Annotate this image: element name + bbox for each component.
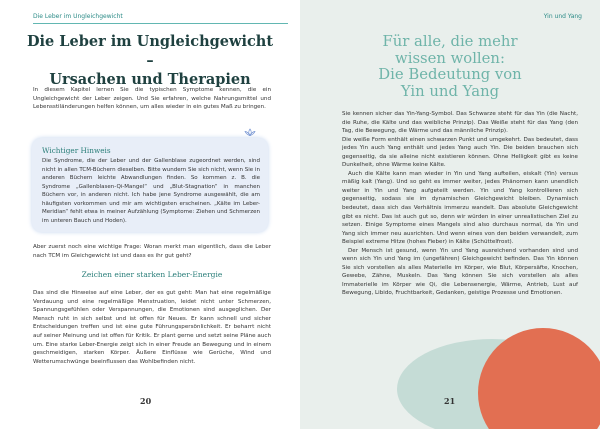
yin-yang-text xyxy=(342,110,578,298)
page-number-left: 20 xyxy=(140,396,152,406)
body-paragraph: Das sind die Hinweise auf eine Leber, der es gut geht: Man hat eine regelmäßige Verdauung und eine regelmäßige Menstruation, leidet nicht unter Schmerzen, Spannungsgefühlen oder Verspannungen, die Emotionen sind ausgeglichen. Der Mensch ruht in sich selbst und ist offen für Neues. Er kann schnell und sicher Entscheidungen treffen und ist eine gute Führungspersönlichkeit. Er beharrt nicht auf seiner Meinung und ist offen für Kritik. Er plant gerne und setzt seine Pläne auch um. Eine starke Leber-Energie zeigt sich in einer Freude an Bewegung und in einem geschmeidigen, starken Körper. Äußere Einflüsse wie Gerüche, Wind und Wetterumschwünge beeinflussen das Wohlbefinden nicht. xyxy=(33,290,271,365)
chapter-title xyxy=(25,32,275,89)
sidebar-title-line4: Yin und Yang xyxy=(400,82,500,100)
intro-paragraph: In diesem Kapitel lernen Sie die typischen Symptome kennen, die ein Ungleichgewicht der Leber zeigen. Und Sie erfahren, welche Nahrungsmittel und Lebensstiländerungen helfen können, um alles wieder in ein gutes Maß zu bringen. xyxy=(33,87,271,111)
paragraph-1: Sie kennen sicher das Yin-Yang-Symbol. Das Schwarze steht für das Yin (die Nacht, die Ruhe, die Kälte und das weibliche Prinzip). Das Weiße steht für das Yang (den Tag, die Bewegung, die Wärme und das männliche Prinzip). xyxy=(342,111,578,135)
sidebar-title xyxy=(325,34,575,100)
header-rule xyxy=(33,23,288,24)
running-head-right: Yin und Yang xyxy=(543,13,582,20)
section-subheading: Zeichen einer starken Leber-Energie xyxy=(81,270,223,279)
right-page xyxy=(300,0,600,429)
question-paragraph: Aber zuerst noch eine wichtige Frage: Woran merkt man eigentlich, dass die Leber nach TCM im Gleichgewicht ist und dass es ihr gut geht? xyxy=(33,244,271,259)
note-text: Die Syndrome, die der Leber und der Gallenblase zugeordnet werden, sind nicht in allen TCM-Büchern dieselben. Bitte wundern Sie sich nicht, wenn Sie in anderen Büchern leichte Abwandlungen finden. So kommen z. B. die Syndrome „Gallenblasen-Qi-Mangel“ und „Blut-Stagnation“ in manchen Büchern vor, in anderen nicht. Ich habe jene Syndrome ausgewählt, die am häufigsten vorkommen und mir am wichtigsten erscheinen. „Kälte im Leber-Meridian“ fehlt etwa in meiner Aufzählung (Symptome: Ziehen und Schmerzen im unteren Bauch und Hoden). xyxy=(42,158,260,224)
paragraph-2: Die weiße Form enthält einen schwarzen Punkt und umgekehrt. Das bedeutet, dass jedes Yin auch Yang enthält und jedes Yang auch Yin. Die beiden brauchen sich gegenseitig, da sie alleine nicht existieren können. Ohne Helligkeit gibt es keine Dunkelheit, ohne Wärme keine Kälte. xyxy=(342,136,578,169)
lotus-icon xyxy=(244,128,256,137)
page-number-right: 21 xyxy=(444,396,456,406)
paragraph-3: Auch die Kälte kann man wieder in Yin und Yang aufteilen, eiskalt (Yin) versus mäßig kalt (Yang). Und so geht es immer weiter, jedes Phänomen kann unendlich weiter in Yin und Yang aufgeteilt werden. Yin und Yang kontrollieren sich gegenseitig, sodass sie im dynamischen Gleichgewicht bleiben. Dynamisch bedeutet, dass sich das Verhältnis immerzu wandelt. Das absolute Gleichgewicht gibt es nicht. Das ist auch gut so, denn wir würden in einer unrealistischen Ziel zu setzen. Einige Symptome eines Mangels sind also durchaus normal, da Yin und Yang sich immer neu ausrichten. Und wenn eines von den beiden verwandelt, zum Beispiel extreme Hitze (hohes Fieber) in Kälte (Schüttelfrost). xyxy=(342,170,578,246)
chapter-title-line1: Die Leber im Ungleichgewicht – xyxy=(26,33,274,69)
note-title: Wichtiger Hinweis xyxy=(42,146,111,155)
sidebar-title-line3: Die Bedeutung von xyxy=(378,66,522,83)
running-head-left: Die Leber im Ungleichgewicht xyxy=(33,13,123,20)
sidebar-title-line1: Für alle, die mehr xyxy=(382,33,518,50)
paragraph-4: Der Mensch ist gesund, wenn Yin und Yang ausreichend vorhanden sind und wenn sich Yin und Yang im (ungefähren) Gleichgewicht befinden. Das Yin können Sie sich vorstellen als alles Materielle im Körper, wie Blut, Körpersäfte, Knochen, Gewebe, Zähne, Muskeln. Das Yang können Sie sich vorstellen als alles Immaterielle im Körper wie Qi, die Lebensenergie, Wärme, Antrieb, Lust auf Bewegung, Libido, Fruchtbarkeit, Gedanken, geistige Prozesse und Emotionen. xyxy=(342,247,578,297)
sidebar-title-line2: wissen wollen: xyxy=(395,49,505,67)
chapter-title-line2: Ursachen und Therapien xyxy=(49,71,251,88)
